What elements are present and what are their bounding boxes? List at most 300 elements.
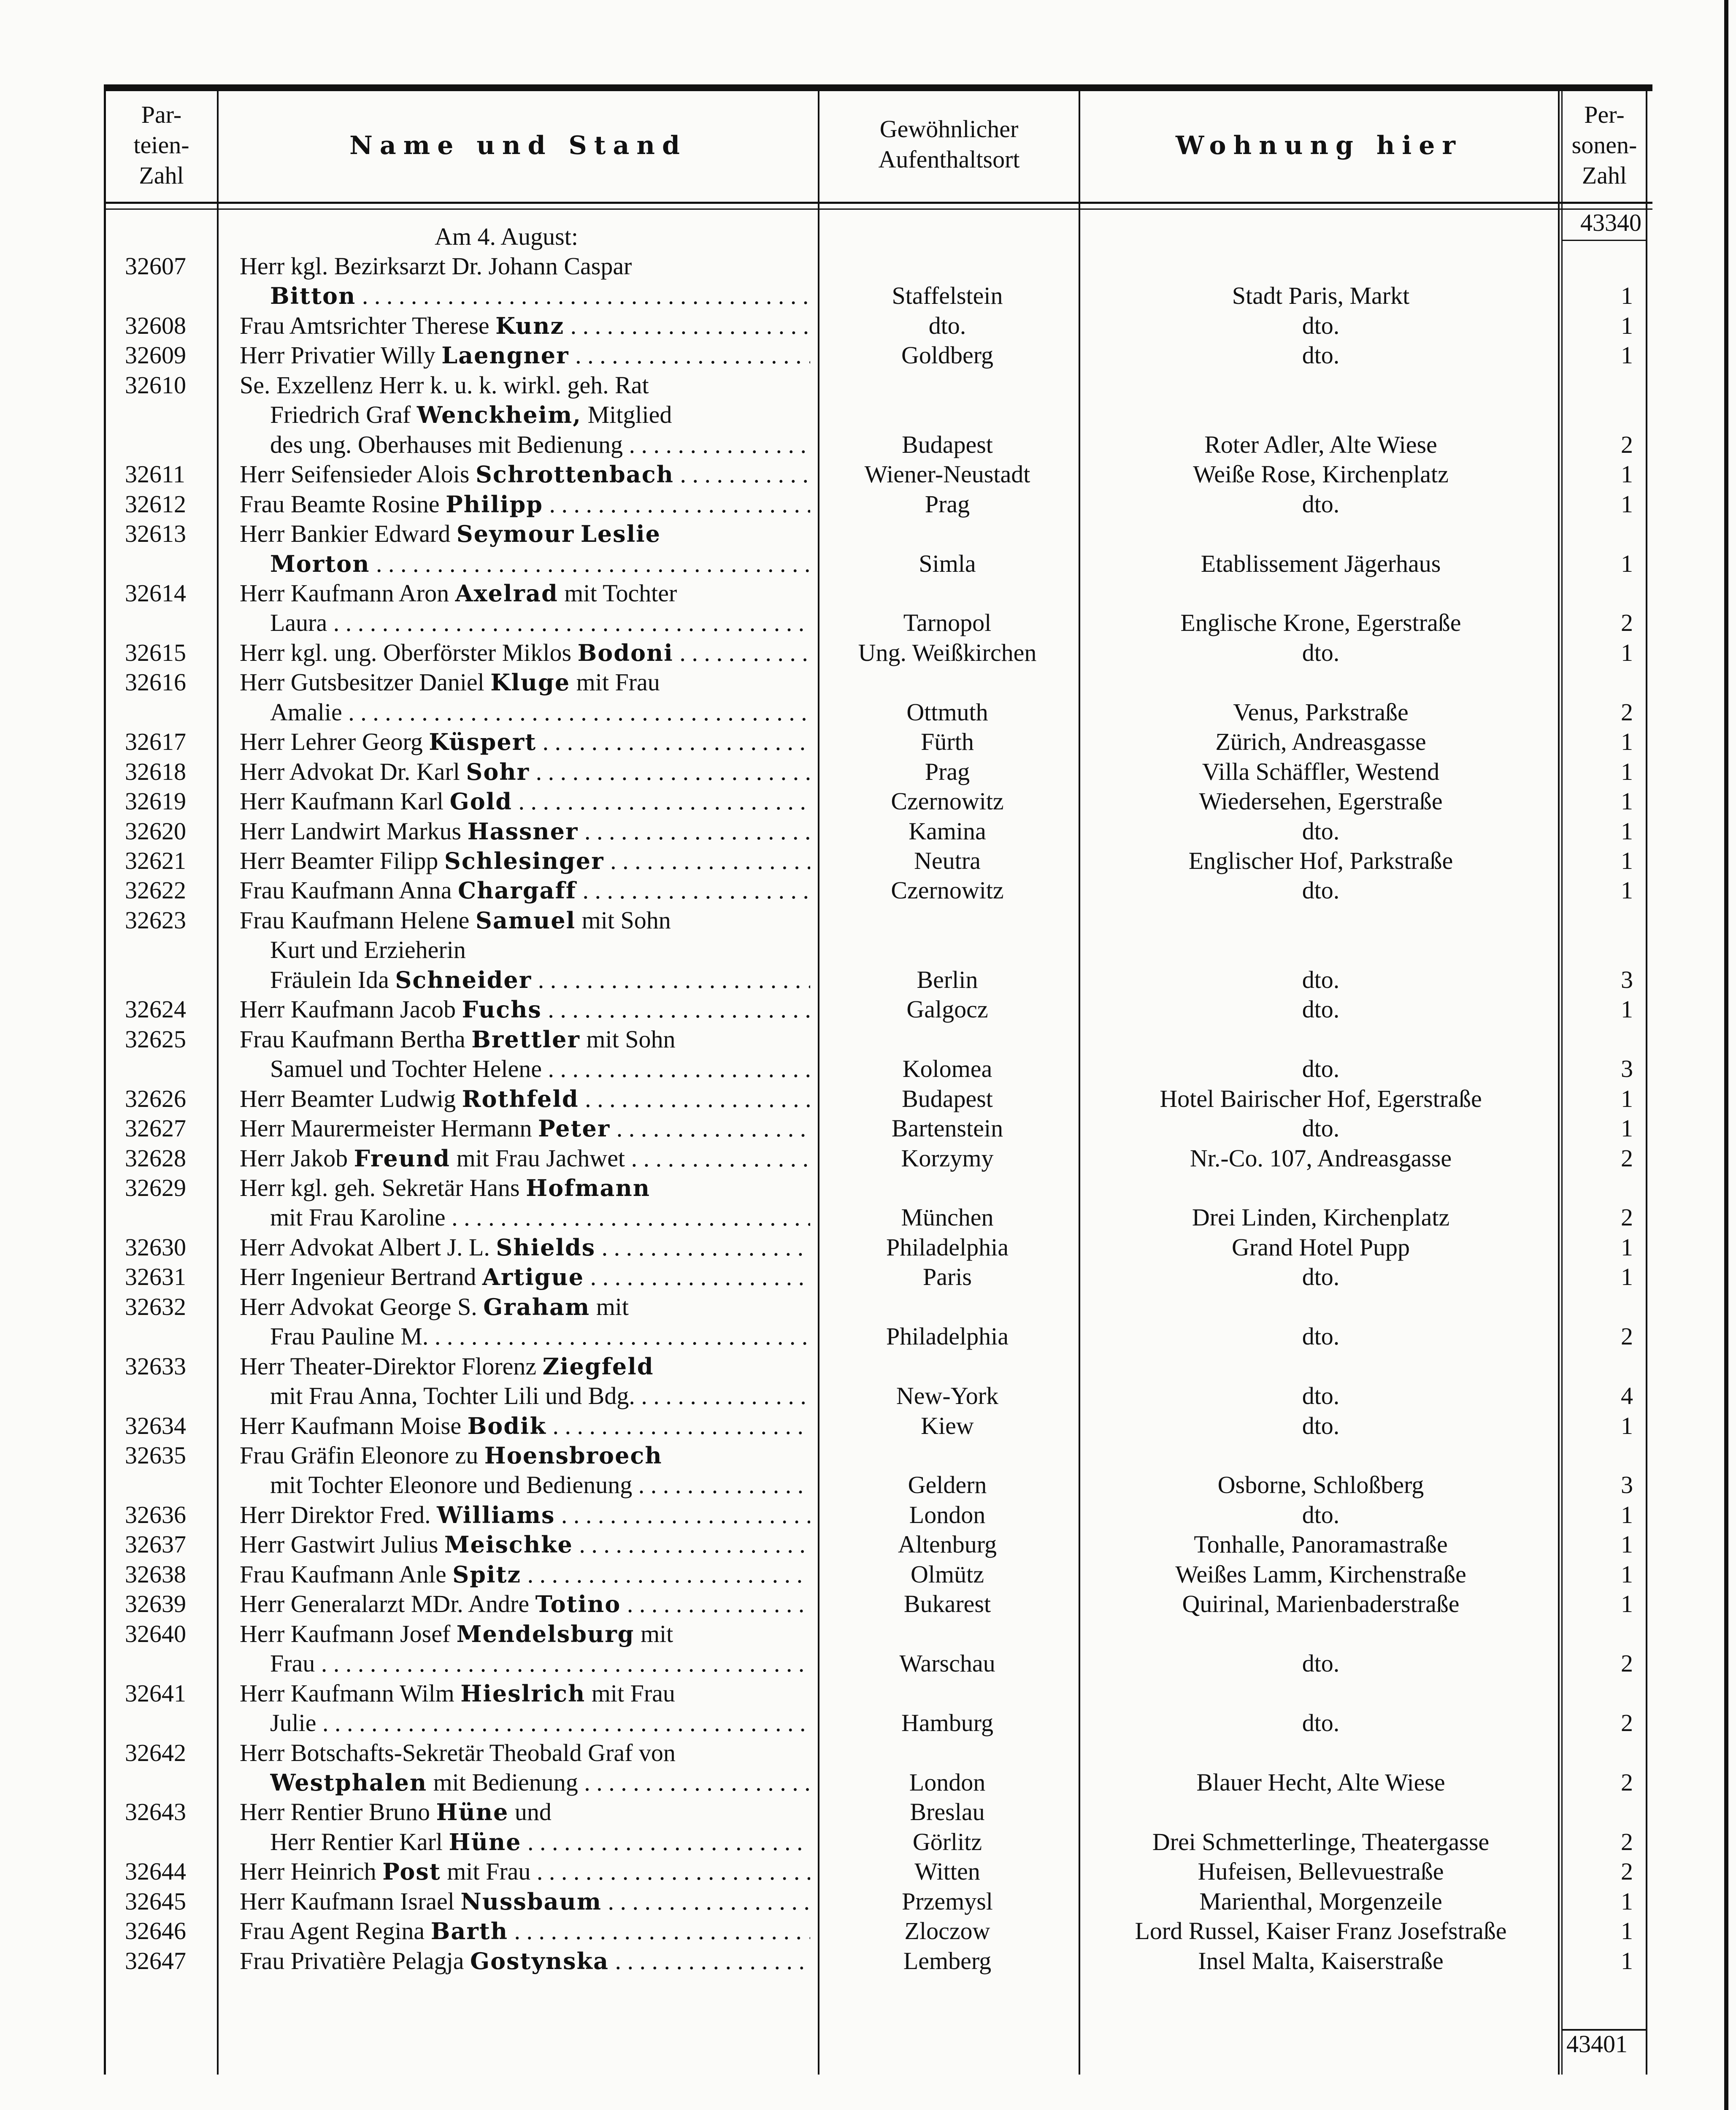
entry-number: 32630 [125, 1233, 186, 1261]
entry-lodging: Hufeisen, Bellevuestraße [1198, 1858, 1444, 1885]
entry-origin: Zloczow [904, 1917, 990, 1945]
entry-number: 32620 [125, 817, 186, 845]
entry-name: Herr Theater-Direktor Florenz Ziegfeld [240, 1352, 654, 1380]
entry-name: Herr Kaufmann Israel Nussbaum . . . [240, 1887, 810, 1916]
entry-persons: 2 [1621, 1204, 1633, 1231]
header-ort [819, 114, 1079, 175]
entry-lodging: dto. [1302, 1709, 1340, 1737]
entry-origin: Galgocz [906, 995, 988, 1023]
entry-number: 32637 [125, 1531, 186, 1558]
entry-persons: 1 [1621, 1917, 1633, 1945]
table-row [0, 371, 1736, 400]
entry-name: Herr Bankier Edward Seymour Leslie [240, 520, 661, 548]
table-row [0, 1292, 1736, 1322]
entry-name: Herr Beamter Ludwig Rothfeld . . . [240, 1084, 810, 1114]
entry-name: Herr Rentier Karl Hüne . . . [270, 1827, 810, 1857]
entry-origin: New-York [896, 1382, 999, 1410]
entry-origin: Berlin [917, 966, 978, 993]
table-row [0, 549, 1736, 579]
entry-origin: Kolomea [902, 1055, 992, 1083]
entry-persons: 1 [1621, 1115, 1633, 1142]
entry-origin: Paris [923, 1263, 972, 1291]
table-row [0, 1322, 1736, 1351]
entry-number: 32634 [125, 1412, 186, 1439]
entry-persons: 1 [1621, 460, 1633, 488]
entry-name: Frau Kaufmann Anna Chargaff . . . [240, 876, 810, 905]
entry-name: Herr Kaufmann Jacob Fuchs . . . [240, 995, 810, 1024]
table-row [0, 1025, 1736, 1054]
entry-name: Frau Beamte Rosine Philipp . . . [240, 490, 810, 519]
entry-lodging: dto. [1302, 1650, 1340, 1677]
entry-origin: Simla [919, 549, 976, 577]
entry-name: Julie . . . [270, 1708, 810, 1738]
entry-origin: Bartenstein [891, 1115, 1003, 1142]
entry-name: Se. Exzellenz Herr k. u. k. wirkl. geh. Rat [240, 371, 649, 399]
table-row [0, 1560, 1736, 1589]
entry-origin: Prag [925, 757, 970, 785]
entry-name: Samuel und Tochter Helene . . . [270, 1054, 810, 1084]
entry-number: 32624 [125, 995, 186, 1023]
entry-lodging: Marienthal, Morgenzeile [1199, 1887, 1442, 1915]
entry-number: 32623 [125, 906, 186, 934]
entry-name: Kurt und Erzieherin [270, 936, 466, 964]
entry-name: Herr Gutsbesitzer Daniel Kluge mit Frau [240, 668, 660, 696]
entry-number: 32622 [125, 876, 186, 904]
entry-number: 32633 [125, 1352, 186, 1380]
entry-name: Herr Rentier Bruno Hüne und [240, 1798, 552, 1826]
entry-persons: 3 [1621, 1055, 1633, 1083]
entry-persons: 1 [1621, 787, 1633, 815]
table-row [0, 1441, 1736, 1470]
entry-lodging: Lord Russel, Kaiser Franz Josefstraße [1135, 1917, 1507, 1945]
table-row [0, 1649, 1736, 1678]
entry-lodging: Tonhalle, Panoramastraße [1194, 1531, 1448, 1558]
entry-lodging: dto. [1302, 1412, 1340, 1439]
table-row [0, 341, 1736, 370]
entry-lodging: dto. [1302, 638, 1340, 666]
table-row [0, 1530, 1736, 1559]
entry-lodging: Englischer Hof, Parkstraße [1188, 847, 1453, 874]
entry-name: Fräulein Ida Schneider . . . [270, 965, 810, 995]
header-personen-l1: Per- [1584, 101, 1625, 128]
table-row [0, 1887, 1736, 1916]
entry-origin: Czernowitz [891, 787, 1004, 815]
entry-persons: 1 [1621, 995, 1633, 1023]
entry-name: Herr Seifensieder Alois Schrottenbach . . . [240, 460, 810, 489]
entry-number: 32611 [125, 460, 185, 488]
table-row [0, 1768, 1736, 1797]
table-row [0, 876, 1736, 905]
entry-persons: 2 [1621, 430, 1633, 458]
entry-lodging: dto. [1302, 1055, 1340, 1083]
entry-number: 32625 [125, 1025, 186, 1053]
entry-number: 32638 [125, 1560, 186, 1588]
entry-persons: 1 [1621, 1531, 1633, 1558]
table-row [0, 846, 1736, 876]
entry-name: Herr Advokat George S. Graham mit [240, 1293, 629, 1320]
entry-origin: München [901, 1204, 994, 1231]
entry-lodging: dto. [1302, 876, 1340, 904]
entry-name: Bitton . . . [270, 281, 810, 311]
entry-origin: Altenburg [898, 1531, 997, 1558]
top-rule [104, 84, 1652, 91]
entry-origin: Bukarest [903, 1590, 991, 1618]
entry-lodging: dto. [1302, 490, 1340, 518]
entry-persons: 1 [1621, 847, 1633, 874]
entry-lodging: dto. [1302, 995, 1340, 1023]
entry-number: 32617 [125, 728, 186, 756]
header-parteien-l1: Par- [141, 101, 182, 128]
entry-name: Herr Advokat Albert J. L. Shields . . . [240, 1233, 810, 1262]
entry-origin: Lemberg [903, 1947, 992, 1975]
entry-number: 32629 [125, 1174, 186, 1201]
entry-name: Herr Kaufmann Wilm Hieslrich mit Frau [240, 1679, 675, 1707]
entry-name: Herr Kaufmann Aron Axelrad mit Tochter [240, 579, 677, 607]
entry-persons: 1 [1621, 638, 1633, 666]
entry-name: Frau Agent Regina Barth . . . [240, 1916, 810, 1946]
table-row [0, 935, 1736, 965]
table-row [0, 281, 1736, 311]
entry-persons: 1 [1621, 549, 1633, 577]
entry-number: 32641 [125, 1679, 186, 1707]
entry-number: 32618 [125, 757, 186, 785]
table-row [0, 638, 1736, 668]
entry-persons: 2 [1621, 698, 1633, 726]
entry-persons: 1 [1621, 1887, 1633, 1915]
entry-number: 32643 [125, 1798, 186, 1826]
table-row [0, 1144, 1736, 1173]
table-row [0, 1054, 1736, 1084]
header-name: Name und Stand [349, 131, 687, 160]
entry-lodging: Venus, Parkstraße [1233, 698, 1409, 726]
entry-origin: Philadelphia [886, 1323, 1009, 1350]
entry-lodging: Englische Krone, Egerstraße [1180, 609, 1461, 637]
entry-name: Herr Kaufmann Moise Bodik . . . [240, 1411, 810, 1441]
entry-name: Westphalen mit Bedienung . . . [270, 1768, 810, 1797]
entry-lodging: Drei Linden, Kirchenplatz [1192, 1204, 1450, 1231]
entry-persons: 1 [1621, 282, 1633, 310]
entry-origin: Neutra [914, 847, 981, 874]
table-row [0, 757, 1736, 787]
header-rule-2 [104, 208, 1652, 210]
entry-number: 32640 [125, 1620, 186, 1647]
entry-origin: Warschau [899, 1650, 995, 1677]
table-row [0, 1797, 1736, 1827]
entry-lodging: Weiße Rose, Kirchenplatz [1193, 460, 1449, 488]
table-row [0, 1411, 1736, 1441]
entry-name: mit Tochter Eleonore und Bedienung . . . [270, 1470, 810, 1500]
entry-name: Herr kgl. ung. Oberförster Miklos Bodoni . . . [240, 638, 810, 668]
entry-name: Frau Pauline M. . . . [270, 1322, 810, 1351]
entry-name: Herr Generalarzt MDr. Andre Totino . . . [240, 1589, 810, 1619]
date-heading: Am 4. August: [435, 223, 578, 250]
entry-persons: 1 [1621, 1590, 1633, 1618]
entry-lodging: Blauer Hecht, Alte Wiese [1196, 1768, 1445, 1796]
entry-number: 32607 [125, 252, 186, 280]
entry-lodging: Etablissement Jägerhaus [1201, 549, 1441, 577]
table-row [0, 579, 1736, 608]
entry-origin: Tarnopol [903, 609, 992, 637]
entry-origin: Görlitz [912, 1828, 982, 1856]
entry-lodging: Zürich, Andreasgasse [1215, 728, 1426, 756]
entry-lodging: Drei Schmetterlinge, Theatergasse [1152, 1828, 1490, 1856]
entry-lodging: Hotel Bairischer Hof, Egerstraße [1160, 1085, 1482, 1112]
table-row [0, 252, 1736, 281]
entry-origin: Geldern [908, 1471, 987, 1499]
sum-total: 43401 [1566, 2030, 1628, 2058]
table-row [0, 1679, 1736, 1708]
header-personen-l2: sonen- [1571, 131, 1637, 159]
table-row [0, 727, 1736, 757]
entry-name: Herr Gastwirt Julius Meischke . . . [240, 1530, 810, 1559]
entry-number: 32614 [125, 579, 186, 607]
entry-name: Herr Ingenieur Bertrand Artigue . . . [240, 1262, 810, 1292]
table-row [0, 1233, 1736, 1262]
entry-persons: 1 [1621, 1560, 1633, 1588]
entry-origin: Ung. Weißkirchen [858, 638, 1037, 666]
entry-name: Amalie . . . [270, 698, 810, 727]
entry-persons: 1 [1621, 1263, 1633, 1291]
entry-name: Herr Direktor Fred. Williams . . . [240, 1500, 810, 1530]
entry-origin: Olmütz [911, 1560, 984, 1588]
table-row [0, 1470, 1736, 1500]
table-row [0, 400, 1736, 430]
entry-origin: Budapest [902, 430, 993, 458]
entry-name: Frau . . . [270, 1649, 810, 1678]
entry-number: 32610 [125, 371, 186, 399]
entry-lodging: Weißes Lamm, Kirchenstraße [1175, 1560, 1466, 1588]
entry-name: Herr Landwirt Markus Hassner . . . [240, 817, 810, 846]
entry-persons: 2 [1621, 1858, 1633, 1885]
entry-lodging: dto. [1302, 966, 1340, 993]
entry-number: 32612 [125, 490, 186, 518]
entry-number: 32645 [125, 1887, 186, 1915]
table-row [0, 1352, 1736, 1381]
entry-number: 32639 [125, 1590, 186, 1618]
entry-persons: 2 [1621, 1650, 1633, 1677]
header-personen-l3: Zahl [1582, 162, 1627, 189]
entry-origin: Staffelstein [892, 282, 1003, 310]
entry-name: Herr Maurermeister Hermann Peter . . . [240, 1114, 810, 1143]
entry-persons: 2 [1621, 1323, 1633, 1350]
entry-number: 32613 [125, 520, 186, 548]
entry-origin: Przemysl [902, 1887, 993, 1915]
entry-persons: 1 [1621, 728, 1633, 756]
entry-origin: Fürth [921, 728, 974, 756]
entry-name: Herr Kaufmann Karl Gold . . . [240, 787, 810, 816]
entry-number: 32627 [125, 1115, 186, 1142]
entry-persons: 1 [1621, 1233, 1633, 1261]
entry-number: 32626 [125, 1085, 186, 1112]
entry-number: 32646 [125, 1917, 186, 1945]
entry-persons: 1 [1621, 1501, 1633, 1528]
table-row [0, 817, 1736, 846]
entry-lodging: Wiedersehen, Egerstraße [1199, 787, 1443, 815]
header-ort-l1: Gewöhnlicher [879, 115, 1019, 143]
header-parteien [106, 100, 217, 191]
entry-lodging: dto. [1302, 817, 1340, 845]
table-row [0, 490, 1736, 519]
entry-number: 32628 [125, 1144, 186, 1172]
header-wohnung: Wohnung hier [1175, 131, 1463, 160]
entry-name: Morton . . . [270, 549, 810, 579]
entry-persons: 2 [1621, 1709, 1633, 1737]
entry-persons: 2 [1621, 609, 1633, 637]
entry-name: des ung. Oberhauses mit Bedienung . . . [270, 430, 810, 460]
entry-name: Frau Kaufmann Helene Samuel mit Sohn [240, 906, 671, 934]
entry-origin: Wiener-Neustadt [864, 460, 1030, 488]
entry-number: 32619 [125, 787, 186, 815]
entry-number: 32615 [125, 638, 186, 666]
entry-lodging: dto. [1302, 341, 1340, 369]
header-ort-l2: Aufenthaltsort [878, 146, 1020, 173]
entry-name: mit Frau Karoline . . . [270, 1203, 810, 1232]
entry-persons: 1 [1621, 817, 1633, 845]
entry-lodging: Osborne, Schloßberg [1217, 1471, 1424, 1499]
entry-name: Herr Kaufmann Josef Mendelsburg mit [240, 1620, 673, 1647]
entry-lodging: dto. [1302, 1115, 1340, 1142]
table-row [0, 965, 1736, 995]
entry-name: Frau Amtsrichter Therese Kunz . . . [240, 311, 810, 341]
entry-persons: 1 [1621, 490, 1633, 518]
table-row [0, 311, 1736, 341]
entry-persons: 2 [1621, 1144, 1633, 1172]
entry-lodging: dto. [1302, 1382, 1340, 1410]
entry-origin: Korzymy [901, 1144, 994, 1172]
entry-name: Friedrich Graf Wenckheim, Mitglied [270, 401, 672, 429]
entry-persons: 4 [1621, 1382, 1633, 1410]
table-row [0, 787, 1736, 816]
entry-lodging: Villa Schäffler, Westend [1202, 757, 1440, 785]
table-row [0, 1916, 1736, 1946]
entry-origin: Czernowitz [891, 876, 1004, 904]
entry-origin: Prag [925, 490, 970, 518]
entry-origin: London [909, 1768, 986, 1796]
entry-origin: Kamina [909, 817, 986, 845]
table-row [0, 1708, 1736, 1738]
table-row [0, 1084, 1736, 1114]
entry-persons: 1 [1621, 876, 1633, 904]
table-row [0, 906, 1736, 935]
table-row [0, 668, 1736, 697]
entry-origin: Philadelphia [886, 1233, 1009, 1261]
entry-origin: Kiew [921, 1412, 974, 1439]
entry-lodging: Roter Adler, Alte Wiese [1204, 430, 1437, 458]
entry-origin: London [909, 1501, 986, 1528]
entry-lodging: dto. [1302, 1263, 1340, 1291]
header-rule [104, 202, 1652, 204]
entry-origin: Ottmuth [906, 698, 988, 726]
table-row [0, 1500, 1736, 1530]
carry-total: 43340 [1580, 209, 1641, 236]
entry-name: Frau Kaufmann Anle Spitz . . . [240, 1560, 810, 1589]
entry-persons: 1 [1621, 341, 1633, 369]
table-row [0, 608, 1736, 638]
table-row [0, 1173, 1736, 1203]
entry-lodging: Quirinal, Marienbaderstraße [1182, 1590, 1460, 1618]
entry-origin: Budapest [902, 1085, 993, 1112]
table-row [0, 1738, 1736, 1768]
entry-lodging: Stadt Paris, Markt [1232, 282, 1410, 310]
header-personen [1563, 100, 1646, 191]
entry-lodging: Grand Hotel Pupp [1231, 1233, 1410, 1261]
header-parteien-l2: teien- [133, 131, 189, 159]
entry-name: Herr Beamter Filipp Schlesinger . . . [240, 846, 810, 876]
entry-origin: Goldberg [901, 341, 993, 369]
entry-number: 32636 [125, 1501, 186, 1528]
entry-origin: Breslau [910, 1798, 985, 1826]
table-row [0, 430, 1736, 460]
date-heading-row [0, 222, 1736, 252]
entry-persons: 2 [1621, 1768, 1633, 1796]
entry-persons: 1 [1621, 1412, 1633, 1439]
entry-lodging: dto. [1302, 311, 1340, 339]
entry-name: mit Frau Anna, Tochter Lili und Bdg. . . . [270, 1381, 810, 1411]
entry-origin: Hamburg [901, 1709, 993, 1737]
entry-name: Herr kgl. geh. Sekretär Hans Hofmann [240, 1174, 650, 1201]
table-row [0, 995, 1736, 1024]
entry-name: Herr Privatier Willy Laengner . . . [240, 341, 810, 370]
table-row [0, 1203, 1736, 1232]
entry-persons: 3 [1621, 1471, 1633, 1499]
table-row [0, 1114, 1736, 1143]
table-row [0, 519, 1736, 549]
entry-number: 32644 [125, 1858, 186, 1885]
table-row [0, 1589, 1736, 1619]
entry-name: Frau Gräfin Eleonore zu Hoensbroech [240, 1442, 662, 1469]
entry-name: Herr Advokat Dr. Karl Sohr . . . [240, 757, 810, 787]
entry-name: Frau Privatière Pelagja Gostynska . . . [240, 1946, 810, 1976]
entry-lodging: dto. [1302, 1501, 1340, 1528]
entry-lodging: Nr.-Co. 107, Andreasgasse [1190, 1144, 1452, 1172]
entry-number: 32647 [125, 1947, 186, 1975]
header-parteien-l3: Zahl [139, 162, 184, 189]
table-row [0, 1381, 1736, 1411]
table-row [0, 1857, 1736, 1886]
entry-name: Herr Botschafts-Sekretär Theobald Graf von [240, 1739, 676, 1766]
entry-number: 32621 [125, 847, 186, 874]
table-row [0, 1827, 1736, 1857]
entry-number: 32608 [125, 311, 186, 339]
entry-name: Herr Jakob Freund mit Frau Jachwet . . . [240, 1144, 810, 1173]
entry-persons: 1 [1621, 757, 1633, 785]
entry-number: 32642 [125, 1739, 186, 1766]
table-row [0, 1262, 1736, 1292]
entry-number: 32609 [125, 341, 186, 369]
entry-persons: 1 [1621, 311, 1633, 339]
entry-number: 32632 [125, 1293, 186, 1320]
entry-number: 32631 [125, 1263, 186, 1291]
entry-persons: 1 [1621, 1085, 1633, 1112]
entry-name: Herr Heinrich Post mit Frau . . . [240, 1857, 810, 1886]
entry-lodging: Insel Malta, Kaiserstraße [1198, 1947, 1444, 1975]
entry-name: Herr Lehrer Georg Küspert . . . [240, 727, 810, 757]
table-row [0, 460, 1736, 489]
entry-name: Laura . . . [270, 608, 810, 638]
entry-persons: 2 [1621, 1828, 1633, 1856]
table-row [0, 1946, 1736, 1976]
table-row [0, 1619, 1736, 1649]
entry-origin: dto. [928, 311, 966, 339]
entry-number: 32616 [125, 668, 186, 696]
entry-persons: 3 [1621, 966, 1633, 993]
entry-persons: 1 [1621, 1947, 1633, 1975]
entry-name: Herr kgl. Bezirksarzt Dr. Johann Caspar [240, 252, 632, 280]
table-row [0, 698, 1736, 727]
entry-number: 32635 [125, 1442, 186, 1469]
entry-origin: Witten [914, 1858, 980, 1885]
entry-lodging: dto. [1302, 1323, 1340, 1350]
